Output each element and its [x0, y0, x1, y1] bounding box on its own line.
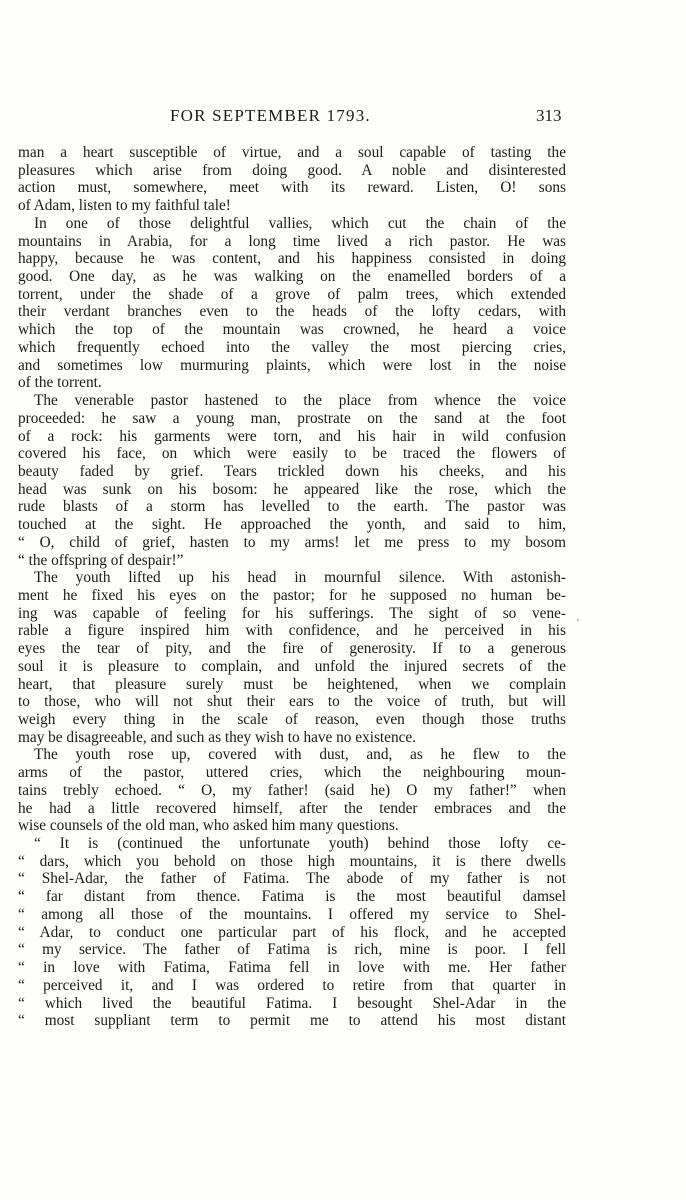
text-line: and sometimes low murmuring plaints, which were lost in the noise: [18, 356, 566, 374]
text-line: heart, that pleasure surely must be heightened, when we complain: [18, 675, 566, 693]
text-line: to those, who will not shut their ears to the voice of truth, but will: [18, 693, 566, 711]
text-line: tains trebly echoed. “ O, my father! (said he) O my father!” when: [18, 781, 566, 799]
text-line: he had a little recovered himself, after the tender embraces and the: [18, 799, 566, 817]
text-line: “ most suppliant term to permit me to attend his most distant: [18, 1012, 566, 1030]
text-line: touched at the sight. He approached the yonth, and said to him,: [18, 516, 566, 534]
text-line: ment he fixed his eyes on the pastor; for he supposed no human be-: [18, 586, 566, 604]
text-line: pleasures which arise from doing good. A noble and disinterested: [18, 161, 566, 179]
text-line: head was sunk on his bosom: he appeared like the rose, which the: [18, 480, 566, 498]
text-line: of the torrent.: [18, 374, 102, 392]
text-line: may be disagreeable, and such as they wish to have no existence.: [18, 728, 417, 746]
text-line: “ far distant from thence. Fatima is the most beautiful damsel: [18, 888, 566, 906]
text-line: covered his face, on which were easily to be traced the flowers of: [18, 445, 566, 463]
text-line: The youth rose up, covered with dust, and, as he flew to the: [34, 746, 566, 764]
text-line: “ O, child of grief, hasten to my arms! let me press to my bosom: [18, 533, 566, 551]
text-line: “ which lived the beautiful Fatima. I besought Shel-Adar in the: [18, 994, 566, 1012]
text-line: “ dars, which you behold on those high mountains, it is there dwells: [18, 852, 566, 870]
text-line: of a rock: his garments were torn, and his hair in wild confusion: [18, 427, 566, 445]
text-line: The venerable pastor hastened to the place from whence the voice: [34, 392, 566, 410]
text-line: beauty faded by grief. Tears trickled down his cheeks, and his: [18, 462, 566, 480]
text-line: “ Shel-Adar, the father of Fatima. The abode of my father is not: [18, 870, 566, 888]
printing-speck: ': [577, 618, 579, 629]
text-line: action must, somewhere, meet with its reward. Listen, O! sons: [18, 179, 566, 197]
text-line: their verdant branches even to the heads of the lofty cedars, with: [18, 303, 566, 321]
text-line: of Adam, listen to my faithful tale!: [18, 197, 231, 215]
text-line: “ among all those of the mountains. I offered my service to Shel-: [18, 905, 566, 923]
body-text: [18, 144, 566, 1030]
text-line: arms of the pastor, uttered cries, which the neighbouring moun-: [18, 764, 566, 782]
text-line: wise counsels of the old man, who asked him many questions.: [18, 817, 399, 835]
text-line: eyes the tear of pity, and the fire of generosity. If to a generous: [18, 640, 566, 658]
text-line: In one of those delightful vallies, which cut the chain of the: [34, 214, 566, 232]
text-line: “ the offspring of despair!”: [18, 551, 184, 569]
text-line: man a heart susceptible of virtue, and a soul capable of tasting the: [18, 144, 566, 161]
text-line: “ Adar, to conduct one particular part of his flock, and he accepted: [18, 923, 566, 941]
text-line: “ It is (continued the unfortunate youth) behind those lofty ce-: [34, 835, 566, 853]
text-line: “ in love with Fatima, Fatima fell in love with me. Her father: [18, 959, 566, 977]
text-line: ing was capable of feeling for his sufferings. The sight of so vene-: [18, 604, 566, 622]
text-line: torrent, under the shade of a grove of palm trees, which extended: [18, 285, 566, 303]
text-line: good. One day, as he was walking on the enamelled borders of a: [18, 268, 566, 286]
text-line: which frequently echoed into the valley the most piercing cries,: [18, 338, 566, 356]
text-line: which the top of the mountain was crowned, he heard a voice: [18, 321, 566, 339]
text-line: proceeded: he saw a young man, prostrate on the sand at the foot: [18, 409, 566, 427]
text-line: rude blasts of a storm has levelled to the earth. The pastor was: [18, 498, 566, 516]
text-line: mountains in Arabia, for a long time lived a rich pastor. He was: [18, 232, 566, 250]
running-head: FOR SEPTEMBER 1793.: [170, 106, 371, 125]
text-line: rable a figure inspired him with confidence, and he perceived in his: [18, 622, 566, 640]
page-number: 313: [536, 106, 562, 125]
text-line: The youth lifted up his head in mournful silence. With astonish-: [34, 569, 566, 587]
text-line: weigh every thing in the scale of reason, even though those truths: [18, 711, 566, 728]
text-line: “ perceived it, and I was ordered to retire from that quarter in: [18, 976, 566, 994]
text-line: soul it is pleasure to complain, and unfold the injured secrets of the: [18, 657, 566, 675]
text-line: “ my service. The father of Fatima is rich, mine is poor. I fell: [18, 941, 566, 959]
text-line: happy, because he was content, and his happiness consisted in doing: [18, 250, 566, 268]
